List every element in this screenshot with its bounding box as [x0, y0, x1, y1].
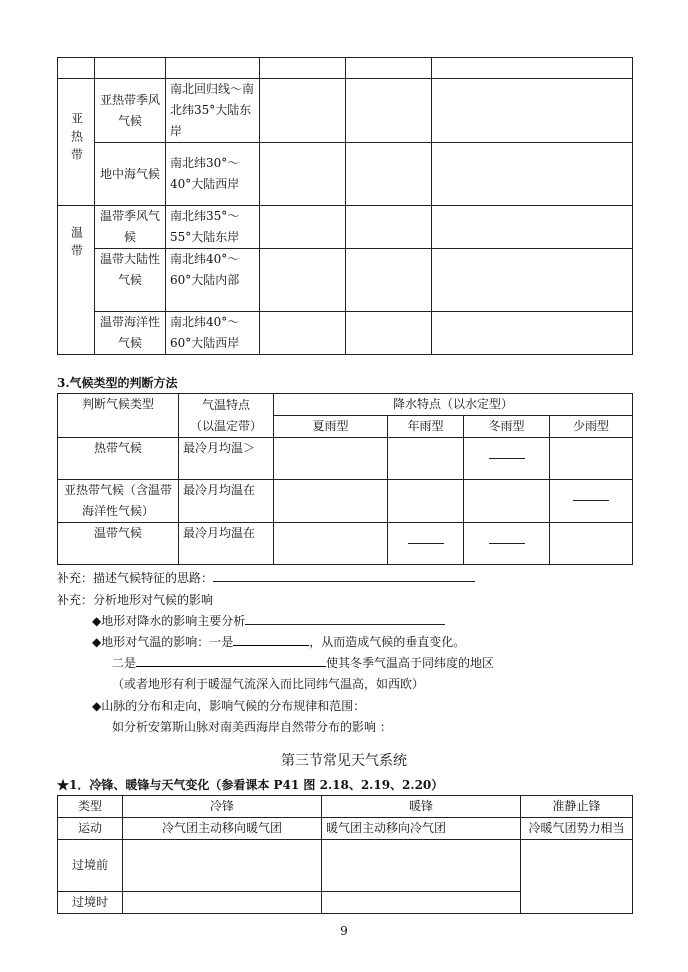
table-cell [346, 58, 432, 79]
header-cell: 判断气候类型 [58, 394, 179, 438]
table-cell [260, 206, 346, 249]
supplement-label: 补充：描述气候特征的思路： [57, 571, 214, 585]
climate-location: 南北纬40°～60°大陆西岸 [166, 312, 260, 355]
supplement-line [57, 569, 475, 586]
climate-location: 南北回归线～南北纬35°大陆东岸 [166, 79, 260, 143]
table-cell [58, 58, 95, 79]
table-cell [123, 840, 322, 892]
table-cell [123, 892, 322, 914]
table-cell [322, 840, 521, 892]
table-row [58, 249, 633, 312]
bullet-line: 如分析安第斯山脉对南美西海岸自然带分布的影响 ： [112, 720, 392, 734]
table-cell [346, 143, 432, 206]
table-cell [550, 523, 633, 565]
section-title: 第三节常见天气系统 [281, 753, 407, 769]
table-row [58, 818, 633, 840]
table-cell [346, 79, 432, 143]
section-heading: 3.气候类型的判断方法 [57, 376, 178, 390]
table-cell [274, 480, 388, 523]
table-row [58, 796, 633, 818]
blank-line [233, 633, 309, 646]
blank-line [245, 612, 445, 625]
table-cell [432, 249, 633, 312]
bullet-line: （或者地形有利于暖湿气流深入而比同纬气温高，如西欧） [112, 677, 425, 691]
table-cell [388, 523, 464, 565]
dash-mark [408, 543, 444, 544]
table-row [58, 394, 633, 416]
bullet-text: 二是 [112, 656, 137, 670]
climate-location: 南北纬40°～60°大陆内部 [166, 249, 260, 312]
table-cell [432, 143, 633, 206]
bullet-line: ◆山脉的分布和走向，影响气候的分布规律和范围： [92, 699, 366, 713]
dash-mark [489, 543, 525, 544]
zone-label: 亚热带 [58, 79, 95, 206]
type-cell: 亚热带气候（含温带海洋性气候） [58, 480, 179, 523]
row-label: 运动 [58, 818, 123, 840]
blank-line [136, 654, 326, 667]
item-heading: ★1．冷锋、暖锋与天气变化（参看课本 P41 图 2.18、2.19、2.20） [57, 778, 444, 792]
table-cell [464, 523, 550, 565]
table-cell [432, 206, 633, 249]
header-cell: 准静止锋 [521, 796, 633, 818]
table-cell [260, 143, 346, 206]
bullet-line [92, 612, 445, 629]
header-cell: 冷锋 [123, 796, 322, 818]
bullet-text: 使其冬季气温高于同纬度的地区 [326, 656, 495, 670]
supplement-line: 补充：分析地形对气候的影响 [57, 593, 214, 607]
header-cell: 类型 [58, 796, 123, 818]
front-table [57, 795, 633, 914]
zone-label: 温带 [58, 206, 95, 355]
table-row [58, 79, 633, 143]
climate-location: 南北纬35°～55°大陆东岸 [166, 206, 260, 249]
table-row [58, 312, 633, 355]
type-cell: 热带气候 [58, 438, 179, 480]
header-cell [179, 394, 274, 438]
table-row [58, 523, 633, 565]
header-cell: 少雨型 [550, 416, 633, 438]
table-cell [464, 480, 550, 523]
header-cell: 暖锋 [322, 796, 521, 818]
temp-header-line1: 气温特点 [201, 397, 250, 412]
dash-mark [489, 458, 525, 459]
table-cell [346, 249, 432, 312]
table-row [58, 58, 633, 79]
table-cell [464, 438, 550, 480]
climate-location: 南北纬30°～40°大陆西岸 [166, 143, 260, 206]
table-cell [95, 58, 166, 79]
judge-table [57, 393, 633, 565]
dash-mark [573, 500, 609, 501]
header-cell: 降水特点（以水定型） [274, 394, 633, 416]
table-cell [274, 523, 388, 565]
table-cell [274, 438, 388, 480]
table-cell [550, 480, 633, 523]
climate-type: 温带海洋性气候 [95, 312, 166, 355]
climate-type: 温带大陆性气候 [95, 249, 166, 312]
temp-cell: 最冷月均温在 [179, 523, 274, 565]
table-cell [432, 79, 633, 143]
table-cell [260, 312, 346, 355]
bullet-text: ◆地形对气温的影响：一是 [92, 635, 234, 649]
row-label: 过境前 [58, 840, 123, 892]
table-cell [166, 58, 260, 79]
climate-table [57, 57, 633, 355]
bullet-text: ◆地形对降水的影响主要分析 [92, 614, 246, 628]
header-cell: 冬雨型 [464, 416, 550, 438]
temp-cell: 最冷月均温在 [179, 480, 274, 523]
table-cell [346, 206, 432, 249]
temp-cell: 最冷月均温＞ [179, 438, 274, 480]
table-cell [322, 892, 521, 914]
header-cell: 夏雨型 [274, 416, 388, 438]
motion-cell: 暖气团主动移向冷气团 [322, 818, 521, 840]
row-label: 过境时 [58, 892, 123, 914]
table-row [58, 480, 633, 523]
table-row [58, 840, 633, 892]
table-cell [260, 249, 346, 312]
table-cell [432, 58, 633, 79]
type-cell: 温带气候 [58, 523, 179, 565]
table-row [58, 206, 633, 249]
table-cell [260, 79, 346, 143]
blank-line [213, 569, 475, 582]
climate-type: 温带季风气候 [95, 206, 166, 249]
motion-cell: 冷气团主动移向暖气团 [123, 818, 322, 840]
motion-cell: 冷暖气团势力相当 [521, 818, 633, 840]
table-row [58, 143, 633, 206]
bullet-line [92, 633, 465, 650]
table-cell [521, 840, 633, 914]
table-cell [346, 312, 432, 355]
header-cell: 年雨型 [388, 416, 464, 438]
climate-type: 亚热带季风气候 [95, 79, 166, 143]
table-cell [388, 438, 464, 480]
climate-type: 地中海气候 [95, 143, 166, 206]
table-cell [388, 480, 464, 523]
temp-header-line2: （以温定带） [189, 418, 262, 433]
table-cell [550, 438, 633, 480]
bullet-line [112, 654, 494, 671]
table-row [58, 438, 633, 480]
table-cell [432, 312, 633, 355]
bullet-text: ，从而造成气候的垂直变化。 [309, 635, 466, 649]
page-number: 9 [340, 924, 348, 938]
table-cell [260, 58, 346, 79]
